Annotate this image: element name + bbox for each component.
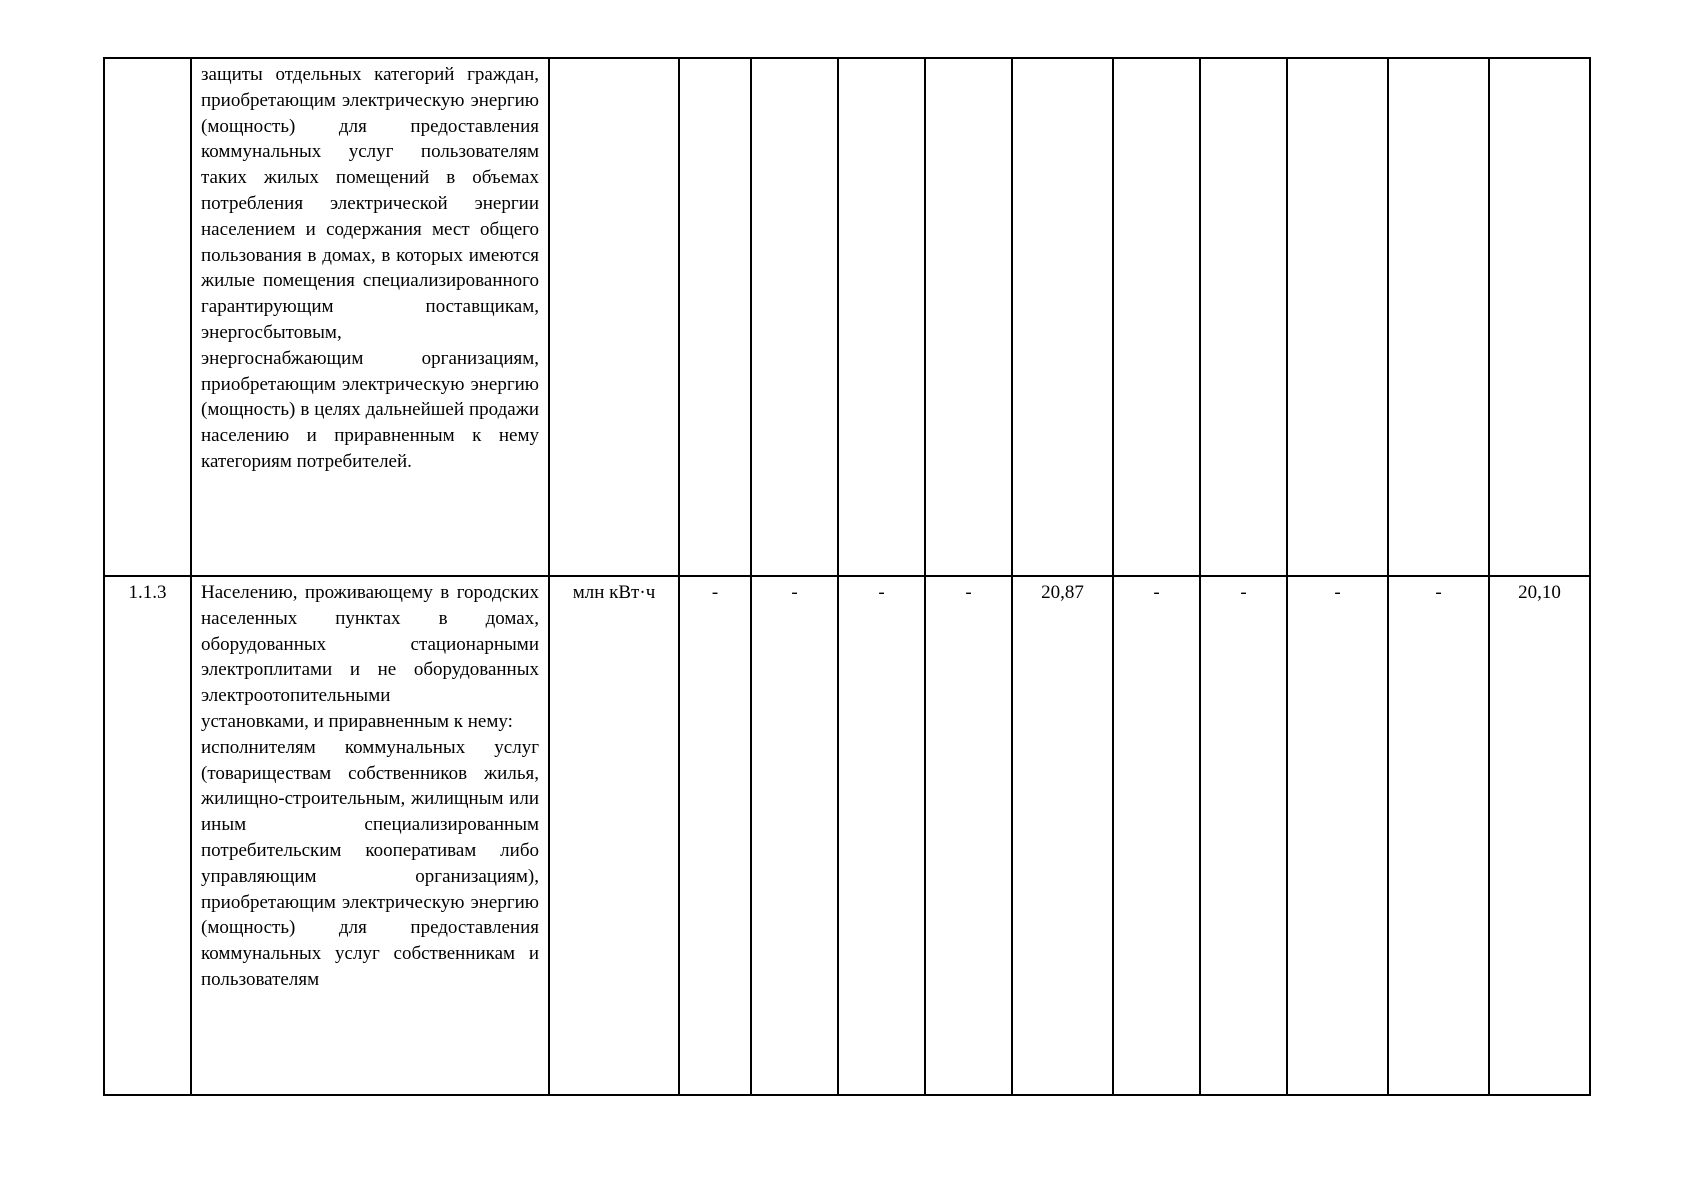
row-description-cell: защиты отдельных категорий граждан, приобретающим электрическую энергию (мощность) для предоставления коммунальных услуг пользователям таких жилых помещений в объемах потребления электрической энергии населением и содержания мест общего пользования в домах, в которых имеются жилые помещения специализированного гарантирующим поставщикам, энергосбытовым, энергоснабжающим организациям, приобретающим электрическую энергию (мощность) в целях дальнейшей продажи населению и приравненным к нему категориям потребителей. <box>191 58 549 576</box>
value-cell: - <box>679 576 751 1095</box>
value-cell: 20,10 <box>1489 576 1590 1095</box>
value-cell <box>1200 58 1287 576</box>
value-cell <box>1113 58 1200 576</box>
value-cell <box>925 58 1012 576</box>
value-cell <box>751 58 838 576</box>
value-cell: - <box>751 576 838 1095</box>
value-cell <box>1287 58 1388 576</box>
value-cell <box>1012 58 1113 576</box>
value-cell: 20,87 <box>1012 576 1113 1095</box>
unit-cell <box>549 58 679 576</box>
value-cell <box>1489 58 1590 576</box>
value-cell <box>1388 58 1489 576</box>
value-cell: - <box>925 576 1012 1095</box>
value-cell: - <box>1388 576 1489 1095</box>
data-table <box>103 57 1591 1096</box>
value-cell: - <box>838 576 925 1095</box>
unit-cell: млн кВт·ч <box>549 576 679 1095</box>
table-row <box>104 58 1590 576</box>
value-cell: - <box>1287 576 1388 1095</box>
row-number-cell <box>104 58 191 576</box>
value-cell: - <box>1200 576 1287 1095</box>
value-cell <box>679 58 751 576</box>
value-cell <box>838 58 925 576</box>
row-description-cell: Населению, проживающему в городских населенных пунктах в домах, оборудованных стационарными электроплитами и не оборудованных электроотопительными установками, и приравненным к нему: исполнителям коммунальных услуг (товариществам собственников жилья, жилищно-строительным, жилищным или иным специализированным потребительским кооперативам либо управляющим организациям), приобретающим электрическую энергию (мощность) для предоставления коммунальных услуг собственникам и пользователям <box>191 576 549 1095</box>
row-number-cell: 1.1.3 <box>104 576 191 1095</box>
table-row <box>104 576 1590 1095</box>
value-cell: - <box>1113 576 1200 1095</box>
